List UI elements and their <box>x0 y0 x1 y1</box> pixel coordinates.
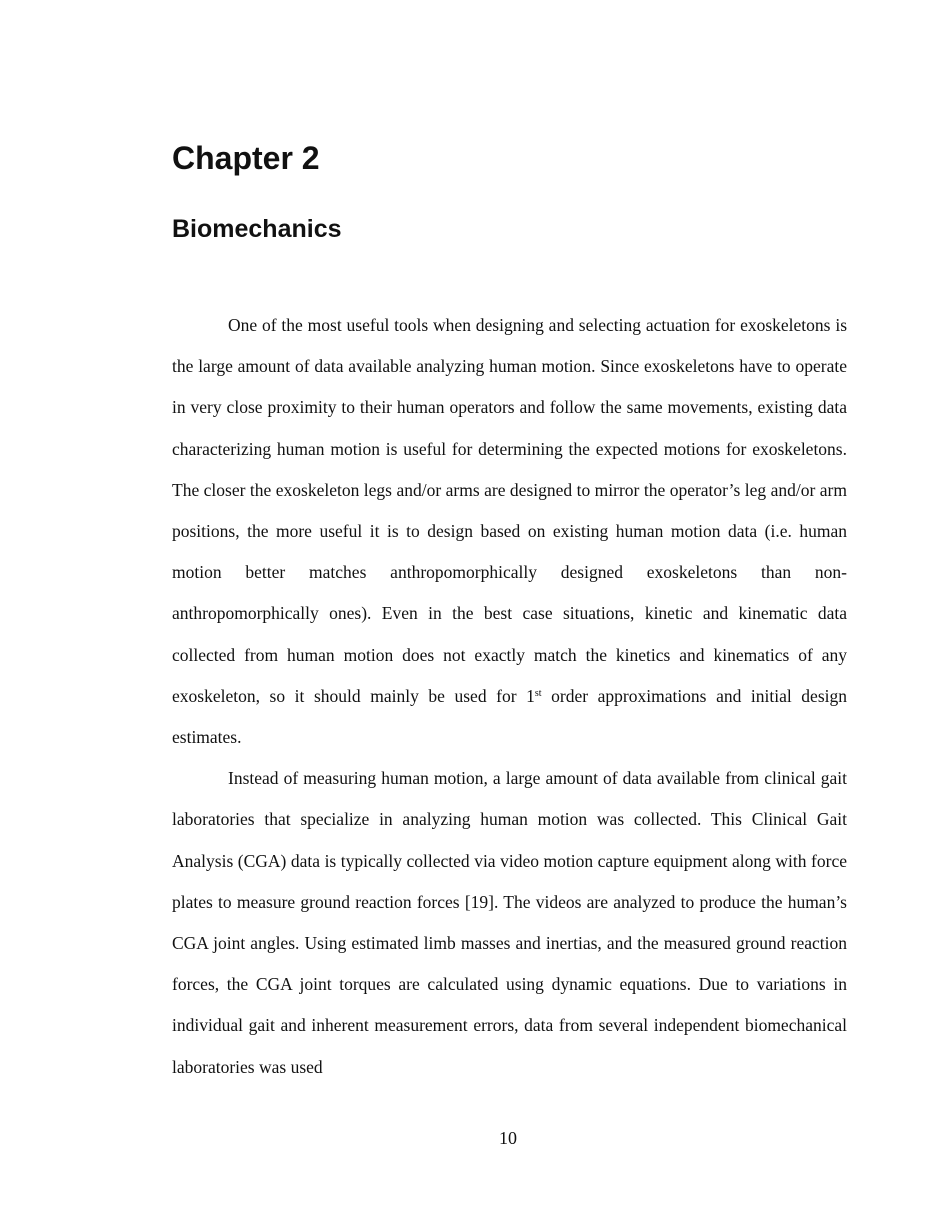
section-title: Biomechanics <box>172 215 342 243</box>
paragraph-1-text: One of the most useful tools when designing and selecting actuation for exoskeletons is the large amount of data available analyzing human motion. Since exoskeletons have to operate in very close proximity to their human operators and follow the same movements, existing data characterizing human motion is useful for determining the expected motions for exoskeletons. The closer the exoskeleton legs and/or arms are designed to mirror the operator’s leg and/or arm positions, the more useful it is to design based on existing human motion data (i.e. human motion better matches anthropomorphically designed exoskeletons than non-anthropomorphically ones). Even in the best case situations, kinetic and kinematic data collected from human motion does not exactly match the kinetics and kinematics of any exoskeleton, so it should mainly be used for 1 <box>172 315 847 706</box>
body-text <box>172 305 847 1088</box>
page-number: 10 <box>499 1128 517 1148</box>
chapter-title: Chapter 2 <box>172 140 320 176</box>
paragraph-2: Instead of measuring human motion, a large amount of data available from clinical gait laboratories that specialize in analyzing human motion was collected. This Clinical Gait Analysis (CGA) data is typically collected via video motion capture equipment along with force plates to measure ground reaction forces [19]. The videos are analyzed to produce the human’s CGA joint angles. Using estimated limb masses and inertias, and the measured ground reaction forces, the CGA joint torques are calculated using dynamic equations. Due to variations in individual gait and inherent measurement errors, data from several independent biomechanical laboratories was used <box>172 768 847 1077</box>
paragraph-1 <box>172 305 847 758</box>
ordinal-superscript: st <box>534 687 542 699</box>
paragraph-1-text-end: order approximations and initial design estimates. <box>172 685 847 748</box>
